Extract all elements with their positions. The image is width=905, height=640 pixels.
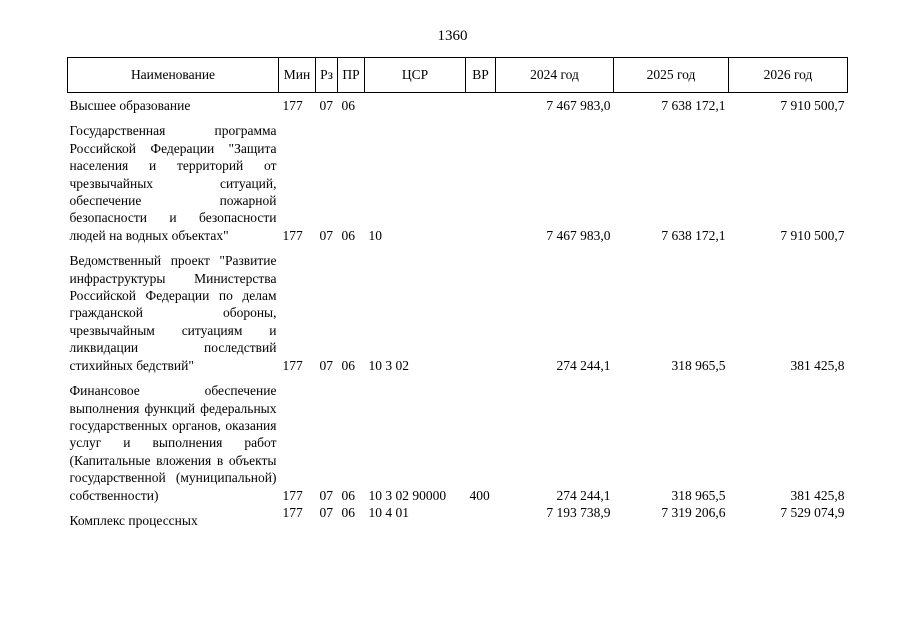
table-row [68, 244, 848, 374]
row-name: Государственная программа Российской Федерации "Защита населения и территорий от чрезвычайных ситуаций, обеспечение пожарной безопасности и безопасности людей на водных объектах" [69, 123, 277, 243]
table-row [68, 374, 848, 504]
row-csr: 10 4 01 [368, 504, 409, 520]
row-vr [466, 504, 496, 529]
row-min: 177 [282, 98, 303, 113]
row-pr: 06 [341, 487, 355, 503]
row-2026: 7 910 500,7 [780, 98, 845, 113]
header-2024: 2024 год [496, 58, 614, 93]
row-vr [466, 244, 496, 374]
row-rz: 07 [319, 357, 333, 373]
row-rz: 07 [319, 98, 333, 113]
table-row [68, 114, 848, 244]
row-rz: 07 [319, 487, 333, 503]
row-vr [466, 114, 496, 244]
row-min: 177 [282, 504, 303, 520]
row-csr: 10 3 02 [368, 357, 409, 373]
row-2026: 381 425,8 [790, 487, 845, 503]
row-2025: 318 965,5 [671, 357, 726, 373]
table-row [68, 93, 848, 115]
row-name: Финансовое обеспечение выполнения функций федеральных государственных органов, оказания услуг и выполнения работ (Капитальные вложения в объекты государственной (муниципальной) собственности) [69, 383, 277, 503]
row-rz: 07 [319, 227, 333, 243]
row-name: Комплекс процессных [69, 512, 198, 528]
row-2024: 7 467 983,0 [546, 98, 611, 113]
row-pr: 06 [341, 504, 355, 520]
row-2024: 7 467 983,0 [546, 227, 611, 243]
row-name: Высшее образование [69, 98, 191, 113]
row-2024: 274 244,1 [556, 487, 611, 503]
header-2025: 2025 год [614, 58, 729, 93]
row-vr: 400 [469, 487, 490, 503]
header-2026: 2026 год [729, 58, 848, 93]
row-2025: 7 319 206,6 [661, 504, 726, 520]
row-2024: 7 193 738,9 [546, 504, 611, 520]
row-min: 177 [282, 227, 303, 243]
header-min: Мин [279, 58, 316, 93]
row-2026: 7 529 074,9 [780, 504, 845, 520]
page-number: 1360 [437, 28, 468, 44]
row-2026: 381 425,8 [790, 357, 845, 373]
row-vr [466, 93, 496, 115]
row-csr: 10 3 02 90000 [368, 487, 447, 503]
header-pr: ПР [338, 58, 365, 93]
row-rz: 07 [319, 504, 333, 520]
table-row [68, 504, 848, 529]
table-header-row [68, 58, 848, 93]
row-2026: 7 910 500,7 [780, 227, 845, 243]
row-2025: 7 638 172,1 [661, 98, 726, 113]
row-csr [365, 93, 466, 115]
row-csr: 10 [368, 227, 382, 243]
row-pr: 06 [341, 357, 355, 373]
row-min: 177 [282, 357, 303, 373]
row-2024: 274 244,1 [556, 357, 611, 373]
row-pr: 06 [341, 227, 355, 243]
row-pr: 06 [341, 98, 355, 113]
header-vr: ВР [466, 58, 496, 93]
budget-table [67, 57, 848, 529]
header-rz: Рз [316, 58, 338, 93]
row-2025: 318 965,5 [671, 487, 726, 503]
row-min: 177 [282, 487, 303, 503]
row-2025: 7 638 172,1 [661, 227, 726, 243]
row-name: Ведомственный проект "Развитие инфраструктуры Министерства Российской Федерации по делам гражданской обороны, чрезвычайным ситуациям и ликвидации последствий стихийных бедствий" [69, 253, 277, 373]
header-csr: ЦСР [365, 58, 466, 93]
header-name: Наименование [68, 58, 279, 93]
